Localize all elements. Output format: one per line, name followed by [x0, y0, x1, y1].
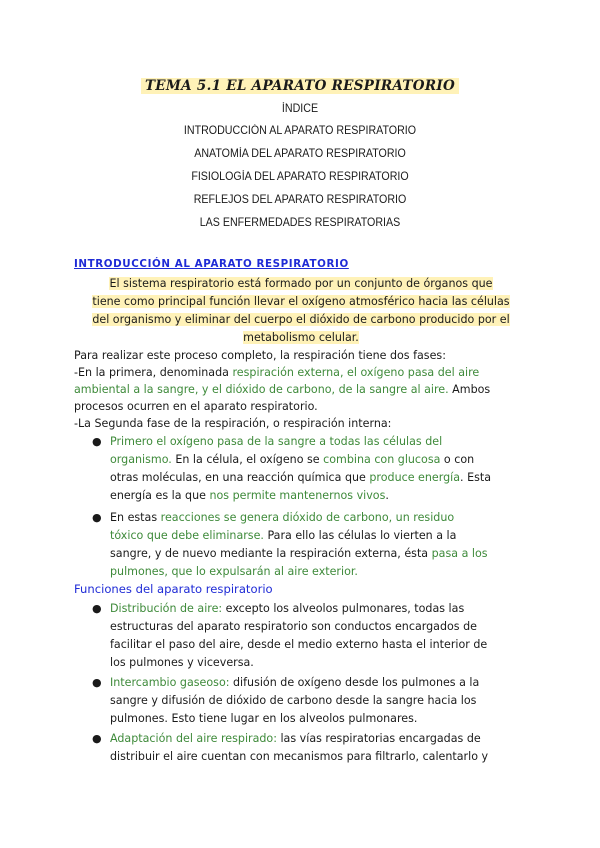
- list-item-line: sangre, y de nuevo mediante la respiración externa, ésta pasa a los: [110, 547, 488, 560]
- index-item-fisiologia: FISIOLOGÍA DEL APARATO RESPIRATORIO: [191, 170, 409, 183]
- list-item-line: sangre y difusión de dióxido de carbono desde la sangre hacia los: [110, 694, 477, 707]
- bullet-icon: ●: [92, 435, 102, 448]
- paragraph-line: -La Segunda fase de la respiración, o respiración interna:: [74, 417, 392, 430]
- summary-line: tiene como principal función llevar el oxígeno atmosférico hacia las células: [92, 295, 510, 308]
- list-item-line: estructuras del aparato respiratorio son conductos encargados de: [110, 620, 477, 633]
- index-item-enfermedades: LAS ENFERMEDADES RESPIRATORIAS: [199, 216, 401, 229]
- paragraph-line: ambiental a la sangre, y el dióxido de carbono, de la sangre al aire. Ambos: [74, 383, 491, 396]
- index-item-anatomia: ANATOMÍA DEL APARATO RESPIRATORIO: [194, 147, 406, 160]
- bullet-icon: ●: [92, 676, 102, 689]
- summary-line: El sistema respiratorio está formado por un conjunto de órganos que: [109, 277, 493, 290]
- list-item-line: En estas reacciones se genera dióxido de carbono, un residuo: [110, 511, 455, 524]
- list-item-line: pulmones, que lo expulsarán al aire exterior.: [110, 565, 358, 578]
- list-item-line: tóxico que debe eliminarse. Para ello las células lo vierten a la: [110, 529, 457, 542]
- paragraph-line: Para realizar este proceso completo, la respiración tiene dos fases:: [74, 349, 446, 362]
- bullet-icon: ●: [92, 732, 102, 745]
- list-item-line: Primero el oxígeno pasa de la sangre a todas las células del: [110, 435, 443, 448]
- page-title: TEMA 5.1 EL APARATO RESPIRATORIO: [0, 78, 600, 94]
- index-item-introduccion: INTRODUCCIÓN AL APARATO RESPIRATORIO: [183, 124, 417, 137]
- list-item-line: distribuir el aire cuentan con mecanismos para filtrarlo, calentarlo y: [110, 750, 489, 763]
- list-item-line: los pulmones y viceversa.: [110, 656, 254, 669]
- list-item-line: Adaptación del aire respirado: las vías respiratorias encargadas de: [110, 732, 481, 745]
- list-item-line: organismo. En la célula, el oxígeno se combina con glucosa o con: [110, 453, 475, 466]
- bullet-icon: ●: [92, 602, 102, 615]
- summary-line: del organismo y eliminar del cuerpo el dióxido de carbono producido por el: [92, 313, 510, 326]
- paragraph-line: procesos ocurren en el aparato respiratorio.: [74, 400, 318, 413]
- list-item-line: pulmones. Esto tiene lugar en los alveolos pulmonares.: [110, 712, 418, 725]
- list-item-line: facilitar el paso del aire, desde el medio externo hasta el interior de: [110, 638, 488, 651]
- section-heading-funciones: Funciones del aparato respiratorio: [74, 582, 273, 596]
- index-item-reflejos: REFLEJOS DEL APARATO RESPIRATORIO: [193, 193, 407, 206]
- section-heading-introduccion: INTRODUCCIÓN AL APARATO RESPIRATORIO: [74, 258, 349, 270]
- list-item-line: Intercambio gaseoso: difusión de oxígeno desde los pulmones a la: [110, 676, 480, 689]
- index-heading: ÍNDICE: [281, 102, 319, 115]
- bullet-icon: ●: [92, 511, 102, 524]
- summary-line: metabolismo celular.: [243, 331, 359, 344]
- list-item-line: Distribución de aire: excepto los alveolos pulmonares, todas las: [110, 602, 465, 615]
- list-item-line: energía es la que nos permite mantenernos vivos.: [110, 489, 389, 502]
- list-item-line: otras moléculas, en una reacción química que produce energía. Esta: [110, 471, 492, 484]
- paragraph-line: -En la primera, denominada respiración externa, el oxígeno pasa del aire: [74, 366, 480, 379]
